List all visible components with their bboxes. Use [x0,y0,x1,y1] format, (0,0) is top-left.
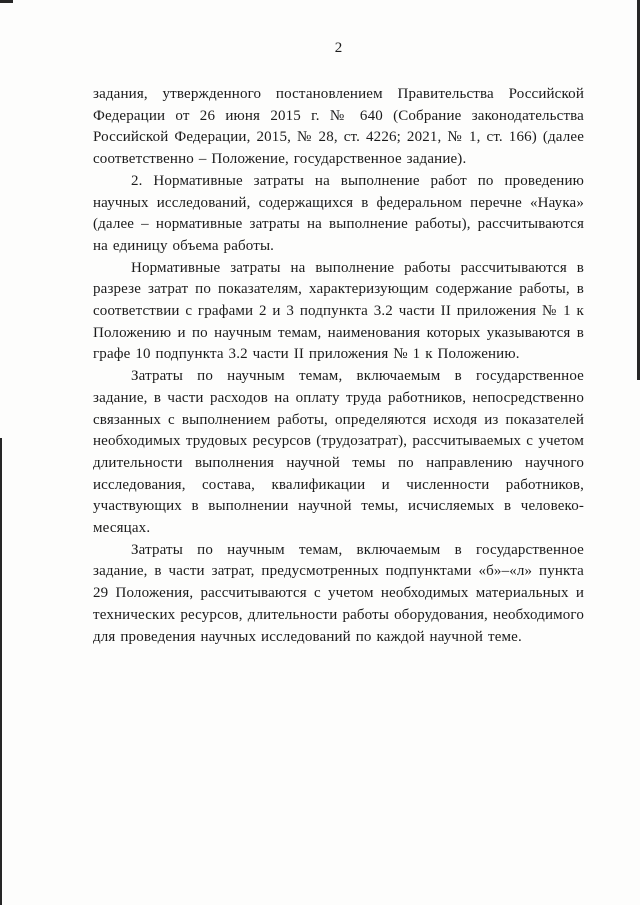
paragraph-item-2: 2. Нормативные затраты на выполнение работ по проведению научных исследований, содержащихся в федеральном перечне «Наука» (далее – нормативные затраты на выполнение работы), рассчитываются на единицу объема работы. [93,172,584,254]
document-body [93,84,584,648]
paragraph-material-costs: Затраты по научным темам, включаемым в государственное задание, в части затрат, предусмотренных подпунктами «б»–«л» пункта 29 Положения, рассчитываются с учетом необходимых материальных и технических ресурсов, длительности работы оборудования, необходимого для проведения научных исследований по каждой научной теме. [93,541,584,645]
paragraph-continuation: задания, утвержденного постановлением Правительства Российской Федерации от 26 июня 2015 г. № 640 (Собрание законодательства Российской Федерации, 2015, № 28, ст. 4226; 2021, № 1, ст. 166) (далее соответственно – Положение, государственное задание). [93,86,584,168]
page-number: 2 [334,40,343,56]
paragraph-normative-costs: Нормативные затраты на выполнение работы рассчитываются в разрезе затрат по показателям, характеризующим содержание работы, в соответствии с графами 2 и 3 подпункта 3.2 части II приложения № 1 к Положению и по научным темам, наименования которых указываются в графе 10 подпункта 3.2 части II приложения № 1 к Положению. [93,259,584,363]
paragraph-labor-costs: Затраты по научным темам, включаемым в государственное задание, в части расходов на оплату труда работников, непосредственно связанных с выполнением работы, определяются исходя из показателей необходимых трудовых ресурсов (трудозатрат), рассчитываемых с учетом длительности выполнения научной темы по направлению научного исследования, состава, квалификации и численности работников, участвующих в выполнении научной темы, исчисляемых в человеко-месяцах. [93,368,584,537]
scan-artifact-top-left [0,0,13,3]
scan-artifact-left-edge [0,438,2,905]
